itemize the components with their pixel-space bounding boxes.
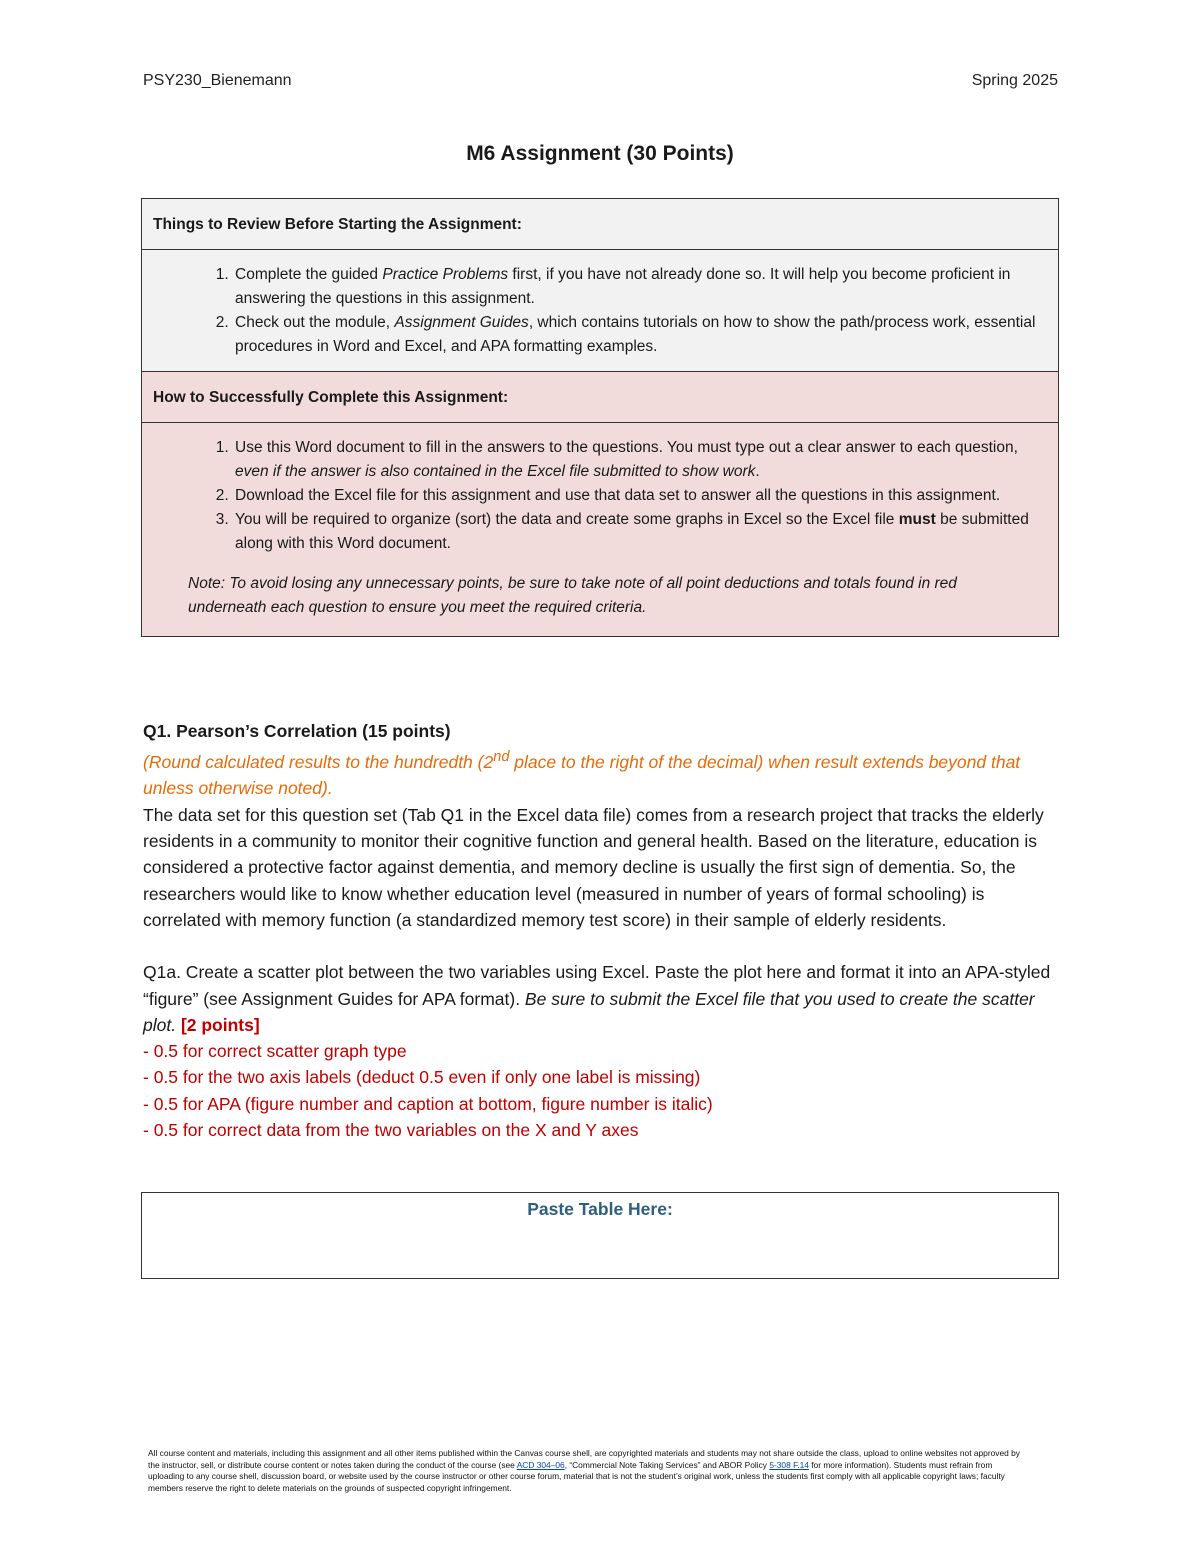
- howto-heading: How to Successfully Complete this Assignment:: [142, 372, 1058, 423]
- deduction-line: - 0.5 for correct scatter graph type: [143, 1041, 407, 1062]
- question-1a-prompt: Q1a. Create a scatter plot between the two variables using Excel. Paste the plot here and format it into an APA-styled “figure” (see Assignment Guides for APA format). Be sure to submit the Excel file that you used to create the scatter plot. [2 points]: [143, 962, 1051, 1035]
- point-deduction-note: Note: To avoid losing any unnecessary points, be sure to take note of all point deductions and totals found in red underneath each question to ensure you meet the required criteria.: [188, 575, 957, 616]
- abor-policy-link[interactable]: 5-308 F.14: [769, 1459, 809, 1470]
- rounding-instructions: (Round calculated results to the hundredth (2nd place to the right of the decimal) when result extends beyond that unless otherwise noted).: [143, 749, 1021, 799]
- howto-list-section: [142, 423, 1058, 636]
- review-item-1: 1. Complete the guided Practice Problems first, if you have not already done so. It will help you become proficient in answering the questions in this assignment.: [233, 263, 1038, 311]
- deduction-line: - 0.5 for the two axis labels (deduct 0.5 even if only one label is missing): [143, 1067, 701, 1088]
- header-course-code: PSY230_Bienemann: [143, 72, 292, 89]
- howto-list: [153, 436, 1038, 556]
- review-item-2: 2. Check out the module, Assignment Guides, which contains tutorials on how to show the path/process work, essential procedures in Word and Excel, and APA formatting examples.: [233, 311, 1038, 359]
- review-heading: Things to Review Before Starting the Assignment:: [142, 199, 1058, 250]
- answer-paste-box[interactable]: [141, 1192, 1059, 1279]
- copyright-footer: All course content and materials, including this assignment and all other items published within the Canvas course shell, are copyrighted materials and students may not share outside the class, upload to online websites not approved by the instructor, sell, or distribute course content or notes taken during the conduct of the course (see ACD 304–06, “Commercial Note Taking Services” and ABOR Policy 5-308 F.14 for more information). Students must refrain from uploading to any course shell, discussion board, or website used by the course instructor or other course forum, material that is not the student’s original work, unless the students first comply with all applicable copyright laws; faculty members reserve the right to delete materials on the grounds of suspected copyright infringement.: [148, 1448, 1020, 1493]
- howto-item-2: 2. Download the Excel file for this assignment and use that data set to answer all the questions in this assignment.: [233, 484, 1038, 508]
- acd-policy-link[interactable]: ACD 304–06: [516, 1459, 565, 1470]
- deduction-line: - 0.5 for APA (figure number and caption at bottom, figure number is italic): [143, 1093, 713, 1114]
- page-title: M6 Assignment (30 Points): [466, 142, 734, 165]
- paste-table-label: Paste Table Here:: [527, 1199, 673, 1219]
- instructions-box: [141, 198, 1059, 637]
- review-list: [153, 263, 1038, 359]
- deduction-line: - 0.5 for correct data from the two variables on the X and Y axes: [143, 1119, 639, 1140]
- question-1-section: [143, 718, 1053, 1143]
- howto-item-1: 1. Use this Word document to fill in the answers to the questions. You must type out a clear answer to each question, even if the answer is also contained in the Excel file submitted to show work.: [233, 436, 1038, 484]
- question-1-heading: Q1. Pearson’s Correlation (15 points): [143, 721, 451, 741]
- header-term: Spring 2025: [971, 72, 1058, 89]
- question-1-description: The data set for this question set (Tab Q1 in the Excel data file) comes from a research project that tracks the elderly residents in a community to monitor their cognitive function and general health. Based on the literature, education is considered a protective factor against dementia, and memory decline is usually the first sign of dementia. So, the researchers would like to know whether education level (measured in number of years of formal schooling) is correlated with memory function (a standardized memory test score) in their sample of elderly residents.: [143, 804, 1044, 930]
- review-list-section: [142, 250, 1058, 372]
- howto-item-3: 3. You will be required to organize (sort) the data and create some graphs in Excel so the Excel file must be submitted along with this Word document.: [233, 508, 1038, 556]
